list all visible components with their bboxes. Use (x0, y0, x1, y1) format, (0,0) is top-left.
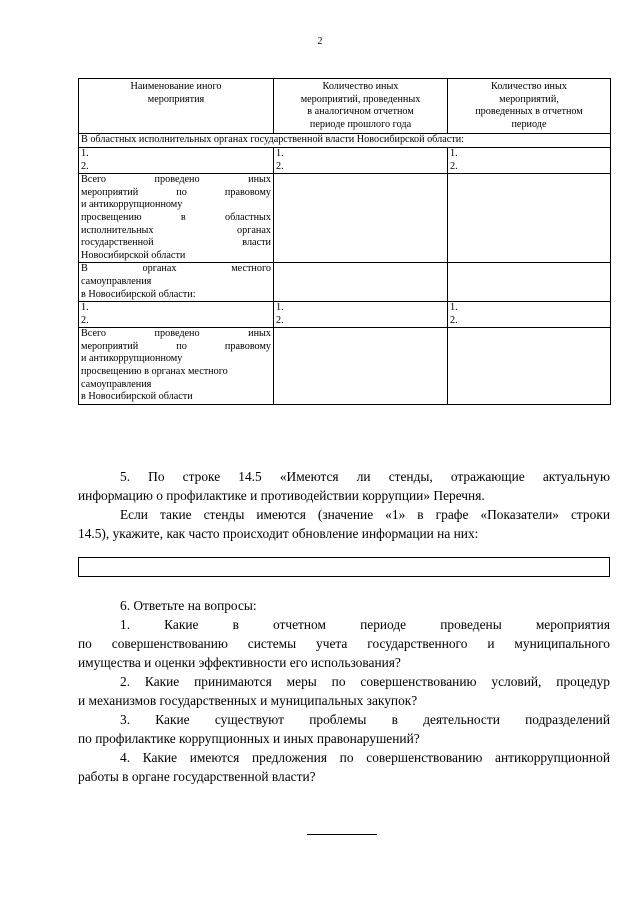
total-label-municipal: Всего проведено иных мероприятий по правовому и антикоррупционному просвещению в органах местного самоуправления в Новосибирской области (79, 328, 274, 405)
total-label-regional: Всего проведено иных мероприятий по правовому и антикоррупционному просвещению в областных исполнительных органах государственной власти Новосибирской области (79, 174, 274, 263)
item5-line: 5. По строке 14.5 «Имеются ли стенды, отражающие актуальную (120, 469, 610, 484)
question-line: 4. Какие имеются предложения по совершенствованию антикоррупционной (120, 750, 610, 765)
footer-divider (307, 834, 377, 835)
section-row-municipal (79, 263, 611, 302)
item6-block (78, 596, 610, 786)
question-line: по профилактике коррупционных и иных правонарушений? (78, 731, 420, 746)
item5-block (78, 467, 610, 543)
question-line: и механизмов государственных и муниципальных закупок? (78, 693, 418, 708)
question-line: 3. Какие существуют проблемы в деятельности подразделений (120, 712, 610, 727)
question-line: 2. Какие принимаются меры по совершенствованию условий, процедур (120, 674, 610, 689)
section-title-regional: В областных исполнительных органах государственной власти Новосибирской области: (79, 134, 611, 148)
question-line: 1. Какие в отчетном периоде проведены мероприятия (120, 617, 610, 632)
table-header-row (79, 79, 611, 134)
list-cell: 1. 2. (448, 147, 611, 173)
item5-sub-line: 14.5), укажите, как часто происходит обновление информации на них: (78, 526, 479, 541)
section-title-municipal: В органах местного самоуправления в Новосибирской области: (79, 263, 274, 302)
item5-line: информацию о профилактике и противодействии коррупции» Перечня. (78, 488, 485, 503)
section-row-regional (79, 134, 611, 148)
question-line: имущества и оценки эффективности его использования? (78, 655, 401, 670)
empty-cell (274, 263, 448, 302)
empty-cell (448, 174, 611, 263)
total-row-municipal (79, 328, 611, 405)
list-cell: 1. 2. (79, 302, 274, 328)
table-row (79, 147, 611, 173)
item6-heading: 6. Ответьте на вопросы: (120, 598, 257, 613)
empty-cell (448, 328, 611, 405)
empty-cell (274, 328, 448, 405)
list-cell: 1. 2. (274, 147, 448, 173)
page-number: 2 (317, 36, 323, 47)
header-event-name: Наименование иного мероприятия (79, 79, 274, 134)
events-table (78, 78, 611, 405)
item5-sub-line: Если такие стенды имеются (значение «1» в графе «Показатели» строки (120, 507, 610, 522)
list-cell: 1. 2. (448, 302, 611, 328)
table-row (79, 302, 611, 328)
question-line: по совершенствованию системы учета государственного и муниципального (78, 636, 610, 651)
list-cell: 1. 2. (79, 147, 274, 173)
question-line: работы в органе государственной власти? (78, 769, 316, 784)
header-count-current: Количество иных мероприятий, проведенных в отчетном периоде (448, 79, 611, 134)
answer-field[interactable] (78, 557, 610, 577)
empty-cell (274, 174, 448, 263)
header-count-previous: Количество иных мероприятий, проведенных в аналогичном отчетном периоде прошлого года (274, 79, 448, 134)
total-row-regional (79, 174, 611, 263)
empty-cell (448, 263, 611, 302)
list-cell: 1. 2. (274, 302, 448, 328)
